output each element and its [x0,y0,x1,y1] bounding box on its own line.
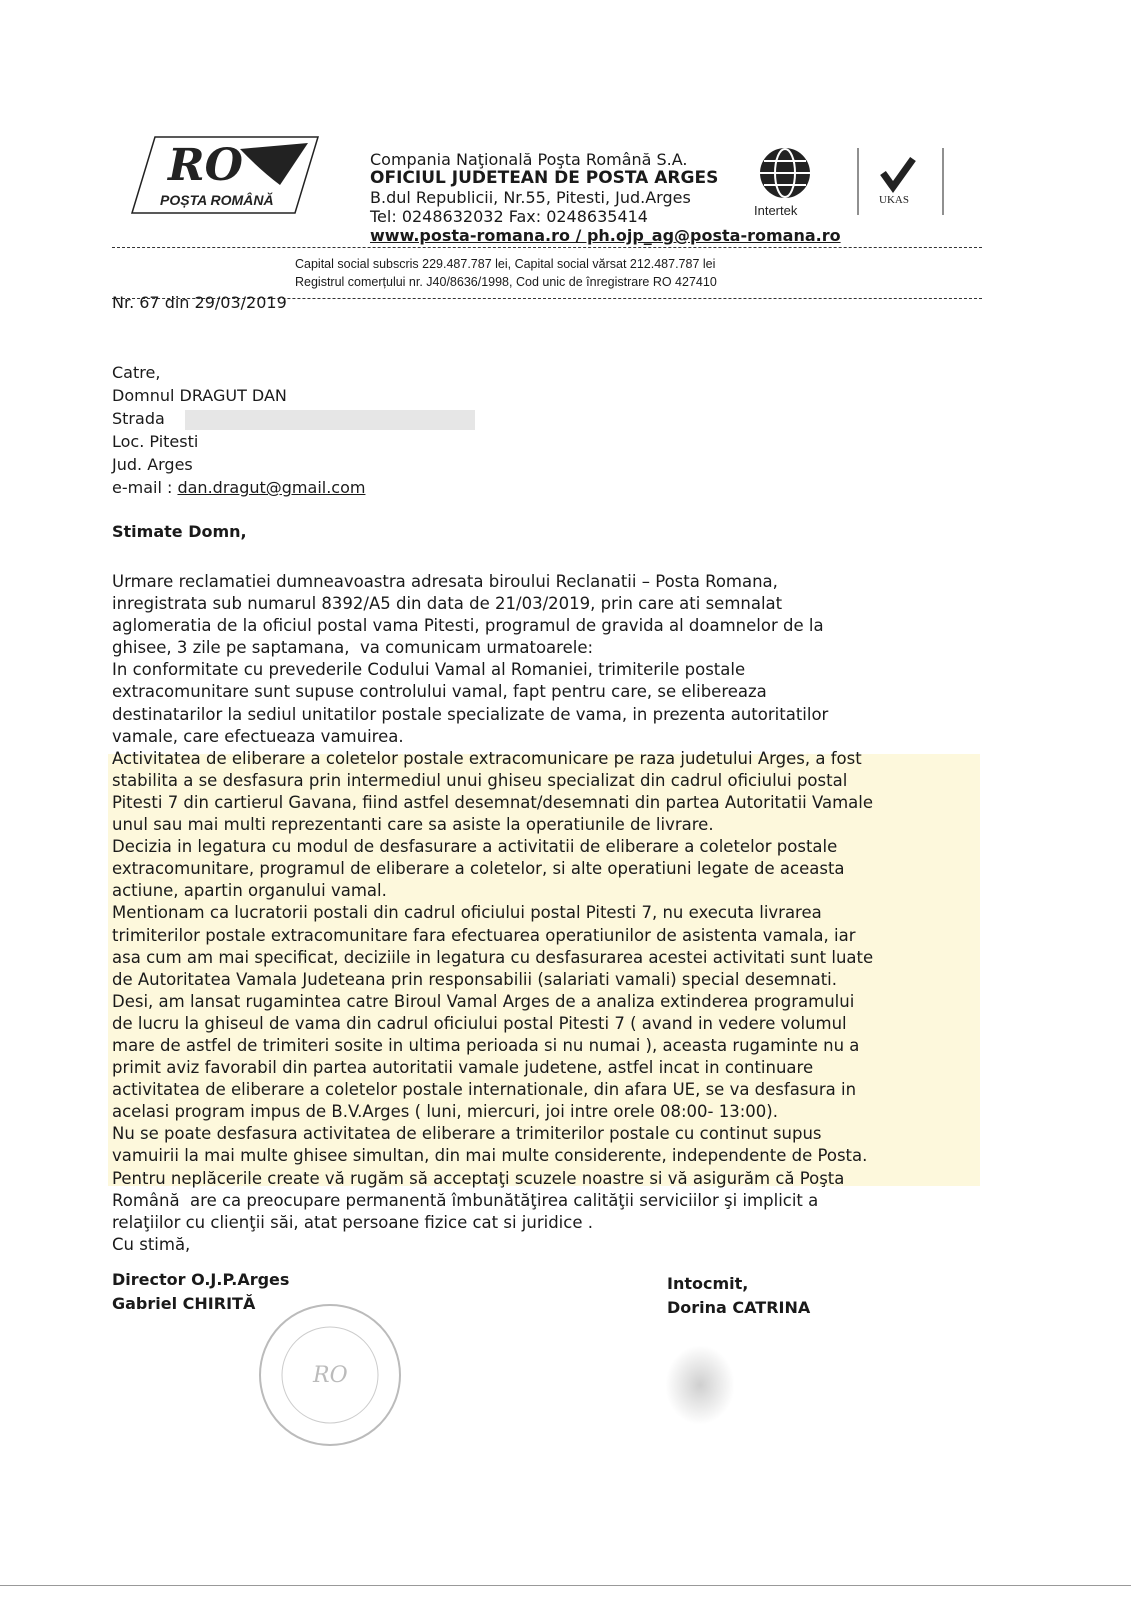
body-line: Cu stimă, [112,1234,191,1254]
company-legal [295,255,717,291]
body-line: vamuirii la mai multe ghisee simultan, din mai multe considerente, independente de Posta. [112,1146,868,1166]
svg-text:POȘTA ROMÂNĂ: POȘTA ROMÂNĂ [160,192,274,208]
posta-romana-logo [130,135,320,215]
body-line: Nu se poate desfasura activitatea de eliberare a trimiterilor postale cu continut supus [112,1124,822,1144]
official-stamp [255,1300,405,1450]
letter-body [112,571,873,1256]
body-line: Pitesti 7 din cartierul Gavana, fiind astfel desemnat/desemnati din partea Autoritatii Vamale [112,792,874,812]
email-label: e-mail : [112,478,178,497]
body-line: vamale, care efectueaza vamuirea. [112,726,404,746]
body-line: aglomeratia de la oficiul postal vama Pitesti, programul de gravida al doamnelor de la [112,616,824,636]
ukas-label: UKAS [879,194,909,206]
svg-text:RO: RO [168,140,243,191]
greeting: Stimate Domn, [112,522,247,541]
recipient-email[interactable]: dan.dragut@gmail.com [177,478,366,497]
intertek-globe-icon [752,145,822,220]
body-line: asa cum am mai specificat, deciziile in legatura cu desfasurarea acestei activitati sunt luate [112,947,874,967]
svg-text:RO: RO [313,1363,348,1388]
office-address: B.dul Republicii, Nr.55, Pitesti, Jud.Arges [370,188,691,207]
body-line: unul sau mai multi reprezentanti care sa asiste la operatiunile de livrare. [112,815,714,835]
body-line: destinatarilor la sediul unitatilor postale specializate de vama, in prezenta autoritatilor [112,704,829,724]
recipient-to: Catre, [112,363,161,382]
body-line: Activitatea de eliberare a coletelor postale extracomunicare pe raza judetului Arges, a fost [112,748,862,768]
body-line: de Autoritatea Vamala Judeteana prin responsabilii (salariati vamali) special desemnati. [112,969,838,989]
recipient-name: Domnul DRAGUT DAN [112,386,287,405]
body-line: extracomunitare sunt supuse controlului vamal, fapt pentru care, se elibereaza [112,682,767,702]
capital-info: Capital social subscris 229.487.787 lei, Capital social vărsat 212.487.787 lei [295,257,716,271]
body-line: stabilita a se desfasura prin intermediul unui ghiseu specializat din cadrul oficiului postal [112,770,848,790]
body-line: Urmare reclamatiei dumneavoastra adresata biroului Reclanatii – Posta Romana, [112,572,778,591]
redacted-signature [665,1345,735,1425]
body-line: relaţiilor cu clienţii săi, atat persoane fizice cat si juridice . [112,1212,593,1232]
director-title: Director O.J.P.Arges [112,1270,290,1289]
body-line: ghisee, 3 zile pe saptamana, va comunicam urmatoarele: [112,638,594,658]
document-reference: Nr. 67 din 29/03/2019 [112,293,287,312]
registry-info: Registrul comerțului nr. J40/8636/1998, Cod unic de înregistrare RO 427410 [295,275,717,289]
redacted-street [185,410,475,430]
body-line: Română are ca preocupare permanentă îmbunătăţirea calităţii serviciilor şi implicit a [112,1190,819,1210]
body-line: Desi, am lansat rugamintea catre Biroul Vamal Arges de a analiza extinderea programului [112,991,855,1011]
office-phone: Tel: 0248632032 Fax: 0248635414 [370,207,648,226]
body-line: trimiterilor postale extracomunitare fara efectuarea operatiunilor de asistenta vamala, iar [112,925,856,945]
body-line: Mentionam ca lucratorii postali din cadrul oficiului postal Pitesti 7, nu executa livrarea [112,903,822,923]
recipient-block [112,361,475,499]
recipient-county: Jud. Arges [112,455,193,474]
body-line: primit aviz favorabil din partea autoritatii vamale judetene, astfel incat in continuare [112,1058,814,1078]
signature-right [667,1272,810,1320]
prepared-by-title: Intocmit, [667,1274,749,1293]
body-line: activitatea de eliberare a coletelor postale internationale, din afara UE, se va desfasura in [112,1080,857,1100]
ukas-badge-icon [855,145,945,220]
director-name: Gabriel CHIRITĂ [112,1294,256,1313]
body-line: Decizia in legatura cu modul de desfasurare a activitatii de eliberare a coletelor postale [112,837,838,857]
recipient-city: Loc. Pitesti [112,432,199,451]
intertek-label: Intertek [754,203,798,218]
body-line: mare de astfel de trimiteri sosite in ultima perioada si nu numai ), aceasta rugaminte nu a [112,1035,860,1055]
body-line: actiune, apartin organului vamal. [112,881,387,901]
recipient-street: Strada [112,409,165,428]
office-web[interactable]: www.posta-romana.ro / ph.ojp_ag@posta-romana.ro [370,226,841,245]
body-line: In conformitate cu prevederile Codului Vamal al Romaniei, trimiterile postale [112,660,746,680]
body-line: de lucru la ghiseul de vama din cadrul oficiului postal Pitesti 7 ( avand in vedere volumul [112,1013,847,1033]
body-line: Pentru neplăcerile create vă rugăm să acceptaţi scuzele noastre si vă asigurăm că Poşta [112,1168,845,1188]
company-name: Compania Naţională Poşta Română S.A. [370,150,688,169]
body-line: acelasi program impus de B.V.Arges ( luni, miercuri, joi intre orele 08:00- 13:00). [112,1102,778,1122]
body-line: extracomunitare, programul de eliberare a coletelor, si alte operatiuni legate de aceasta [112,859,845,879]
office-name: OFICIUL JUDETEAN DE POSTA ARGES [370,168,719,188]
body-line: inregistrata sub numarul 8392/A5 din data de 21/03/2019, prin care ati semnalat [112,594,783,614]
prepared-by-name: Dorina CATRINA [667,1298,811,1317]
